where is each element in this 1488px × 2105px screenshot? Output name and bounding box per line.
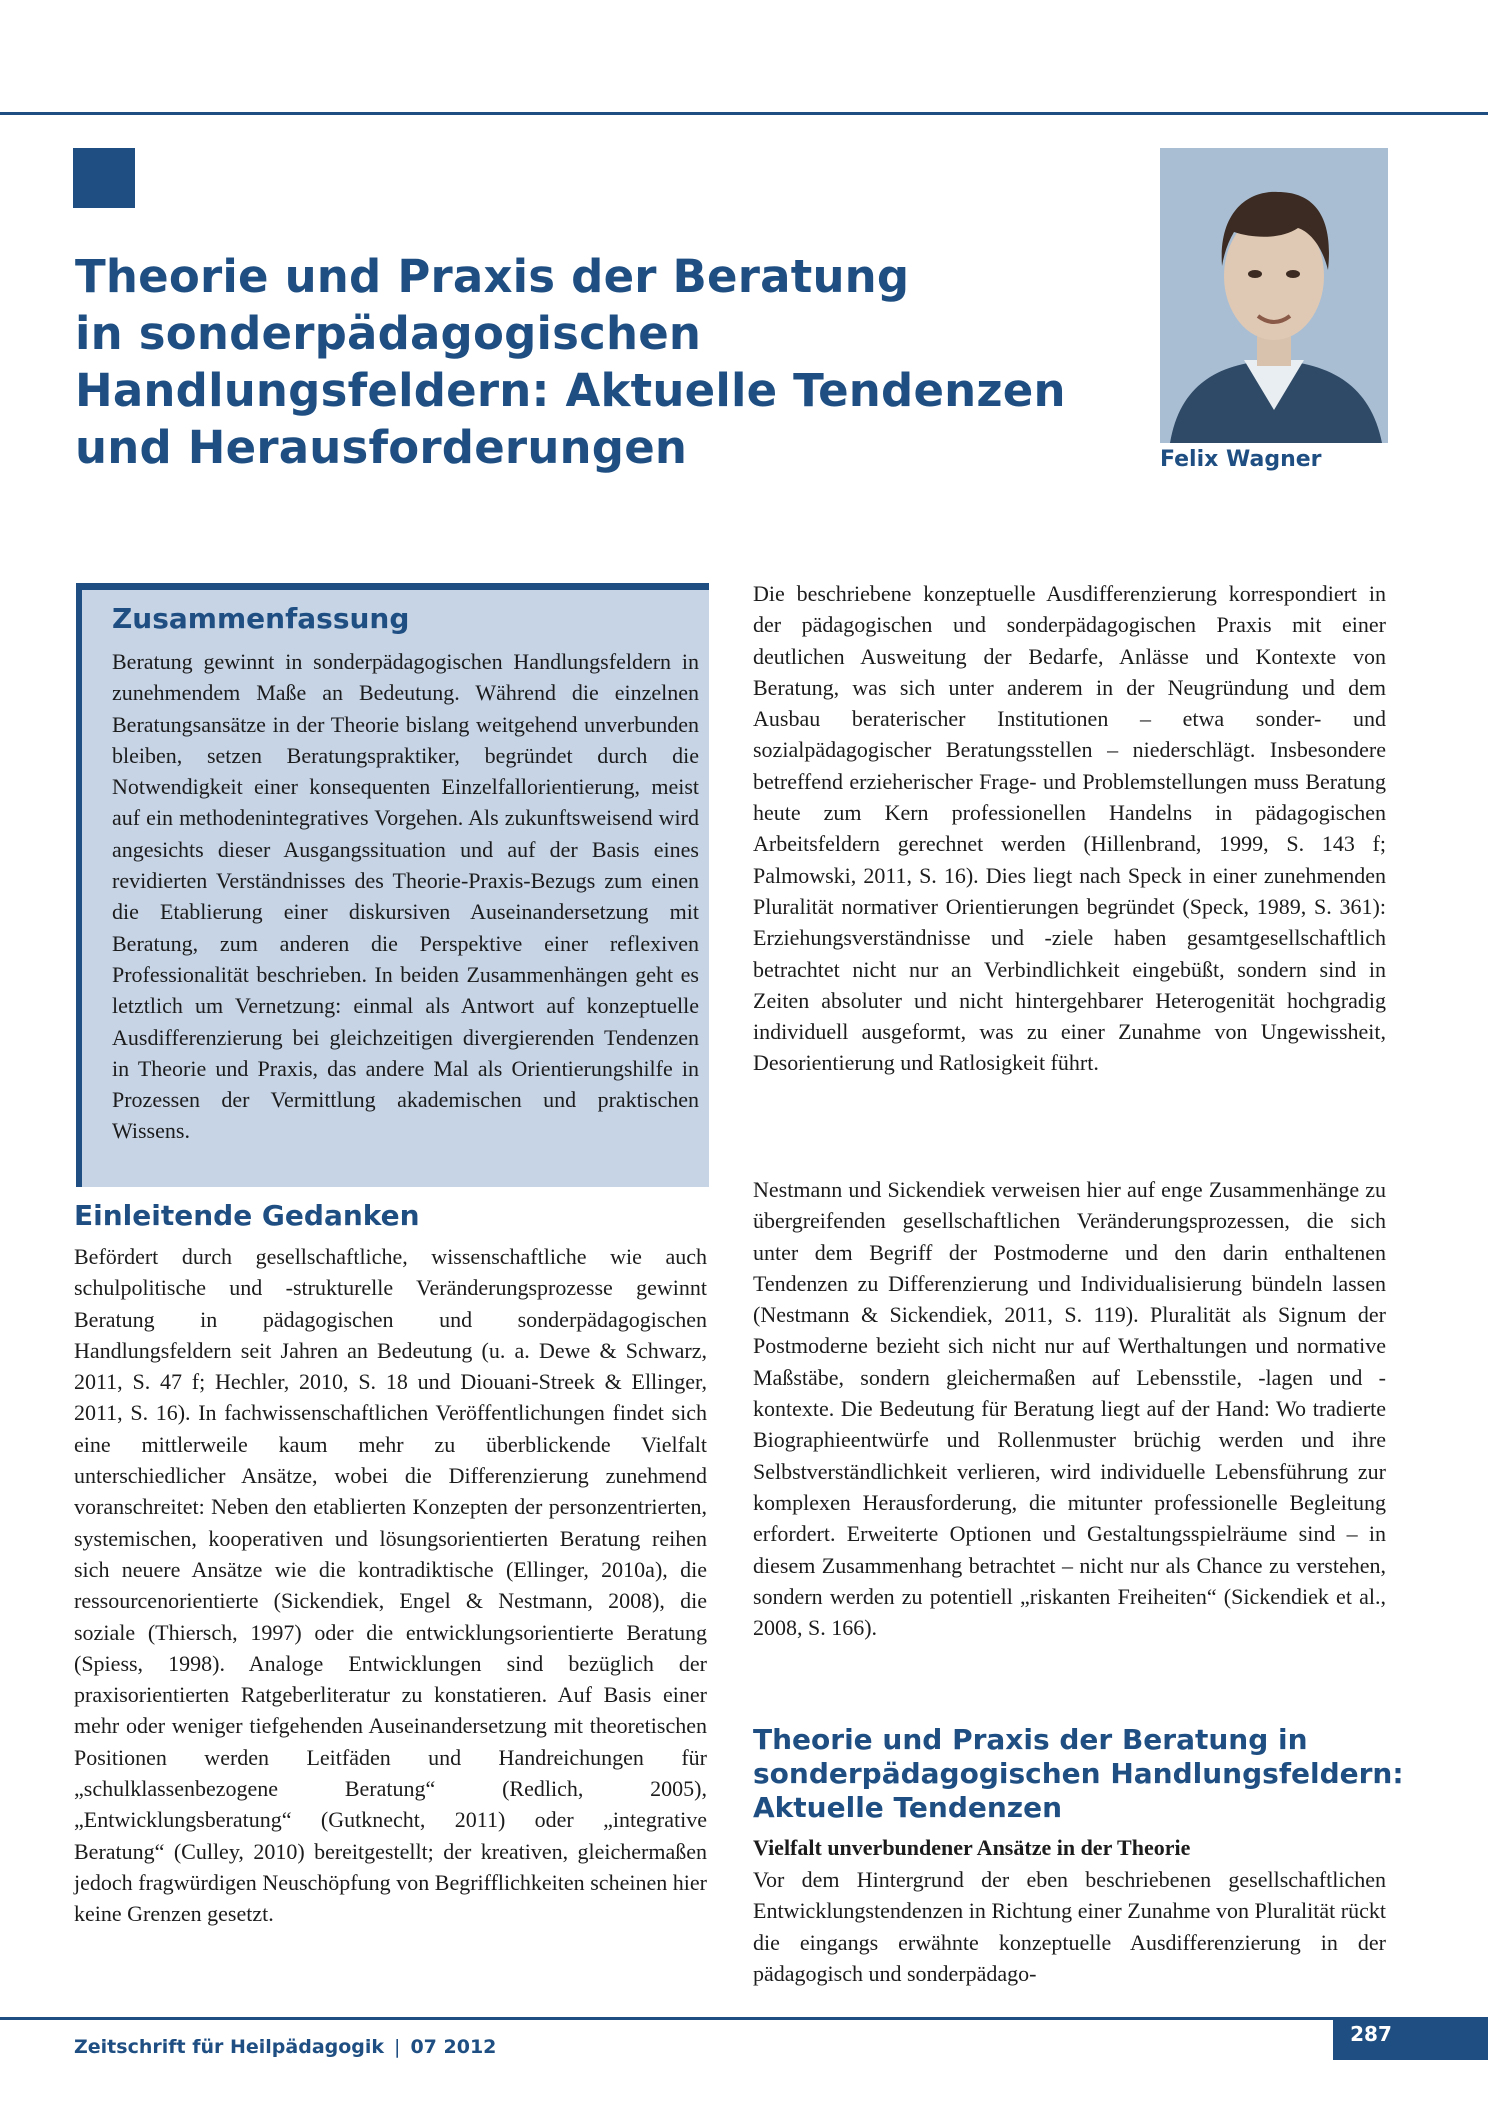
right-paragraph-2: Nestmann und Sickendiek verweisen hier auf enge Zusammenhänge zu übergreifenden gesellschaftlichen Veränderungsprozessen, die sich unter dem Begriff der Postmoderne und den darin enthaltenen Tendenzen zu Differenzierung und Individualisierung bündeln lassen (Nestmann & Sickendiek, 2011, S. 119). Pluralität als Signum der Postmoderne bezieht sich nicht nur auf Werthaltungen und normative Maßstäbe, sondern gleichermaßen auf Lebensstile, -lagen und -kontexte. Die Bedeutung für Beratung liegt auf der Hand: Wo tradierte Biographieentwürfe und Rollenmuster brüchig werden und ihre Selbstverständlichkeit verlieren, wird individuelle Lebensführung zur komplexen Herausforderung, die mitunter professionelle Begleitung erfordert. Erweiterte Optionen und Gestaltungsspielräume sind – in diesem Zusammenhang betrachtet – nicht nur als Chance zu verstehen, sondern werden zu potentiell „riskanten Freiheiten“ (Sickendiek et al., 2008, S. 166). <box>753 1177 1386 1641</box>
top-rule <box>0 112 1488 115</box>
journal-issue: 07 2012 <box>410 2036 497 2058</box>
title-line: Handlungsfeldern: Aktuelle Tendenzen <box>75 364 1066 417</box>
footer-separator: | <box>394 2036 401 2058</box>
page-number-box <box>1333 2020 1488 2060</box>
section-heading-line: Theorie und Praxis der Beratung in <box>753 1723 1308 1756</box>
intro-paragraph: Befördert durch gesellschaftliche, wissenschaftliche wie auch schulpolitische und -strukturelle Veränderungsprozesse gewinnt Beratung in pädagogischen und sonderpädagogischen Handlungsfeldern seit Jahren an Bedeutung (u. a. Dewe & Schwarz, 2011, S. 47 f; Hechler, 2010, S. 18 und Diouani-Streek & Ellinger, 2011, S. 16). In fachwissenschaftlichen Veröffentlichungen findet sich eine mittlerweile kaum mehr zu überblickende Vielfalt unterschiedlicher Ansätze, wobei die Differenzierung zunehmend voranschreitet: Neben den etablierten Konzepten der personzentrierten, systemischen, kooperativen und lösungsorientierten Beratung reihen sich neuere Ansätze wie die kontradiktische (Ellinger, 2010a), die ressourcenorientierte (Sickendiek, Engel & Nestmann, 2008), die soziale (Thiersch, 1997) oder die entwicklungsorientierte Beratung (Spiess, 1998). Analoge Entwicklungen sind bezüglich der praxisorientierten Ratgeberliteratur zu konstatieren. Auf Basis einer mehr oder weniger tiefgehenden Auseinandersetzung mit theoretischen Positionen werden Leitfäden und Handreichungen für „schulklassenbezogene Beratung“ (Redlich, 2005), „Entwicklungsberatung“ (Gutknecht, 2011) oder „integrative Beratung“ (Culley, 2010) bereitgestellt; der kreativen, gleichermaßen jedoch fragwürdigen Neuschöpfung von Begrifflichkeiten scheinen hier keine Grenzen gesetzt. <box>74 1244 707 1927</box>
author-name: Felix Wagner <box>1160 447 1322 472</box>
page-number: 287 <box>1350 2022 1392 2046</box>
section-heading-line: sonderpädagogischen Handlungsfeldern: <box>753 1757 1404 1790</box>
footer-journal <box>74 2036 496 2058</box>
author-photo <box>1160 148 1388 443</box>
bottom-rule <box>0 2017 1488 2020</box>
title-line: Theorie und Praxis der Beratung <box>75 250 910 303</box>
right-paragraph-3: Vor dem Hintergrund der eben beschriebenen gesellschaftlichen Entwicklungstendenzen in Richtung einer Zunahme von Pluralität rückt die eingangs erwähnte konzeptuelle Ausdifferenzierung in der pädagogisch und sonderpädago- <box>753 1867 1386 1986</box>
title-line: in sonderpädagogischen <box>75 307 702 360</box>
intro-heading: Einleitende Gedanken <box>74 1199 420 1232</box>
title-line: und Herausforderungen <box>75 421 688 474</box>
section-marker-square <box>73 148 135 208</box>
author-portrait-illustration <box>1160 148 1388 443</box>
abstract-text: Beratung gewinnt in sonderpädagogischen Handlungsfeldern in zunehmendem Maße an Bedeutung. Während die einzelnen Beratungsansätze in der Theorie bislang weitgehend unverbunden bleiben, setzen Beratungspraktiker, begründet durch die Notwendigkeit einer konsequenten Einzelfallorientierung, meist auf ein methodenintegratives Vorgehen. Als zukunftsweisend wird angesichts dieser Ausgangssituation und auf der Basis eines revidierten Verständnisses des Theorie-Praxis-Bezugs zum einen die Etablierung einer diskursiven Auseinandersetzung mit Beratung, zum anderen die Perspektive einer reflexiven Professionalität beschrieben. In beiden Zusammenhängen geht es letztlich um Vernetzung: einmal als Antwort auf konzeptuelle Ausdifferenzierung bei gleichzeitigen divergierenden Tendenzen in Theorie und Praxis, das andere Mal als Orientierungshilfe in Prozessen der Vermittlung akademischen und praktischen Wissens. <box>112 649 699 1144</box>
article-title <box>75 248 1095 476</box>
subsection-heading: Vielfalt unverbundener Ansätze in der Theorie <box>753 1835 1191 1860</box>
abstract-side-bar <box>76 590 82 1187</box>
section-heading-line: Aktuelle Tendenzen <box>753 1791 1063 1824</box>
journal-name: Zeitschrift für Heilpädagogik <box>74 2036 385 2058</box>
right-paragraph-1: Die beschriebene konzeptuelle Ausdifferenzierung korrespondiert in der pädagogischen und sonderpädagogischen Praxis mit einer deutlichen Ausweitung der Bedarfe, Anlässe und Kontexte von Beratung, was sich unter anderem in der Neugründung und dem Ausbau beraterischer Institutionen – etwa sonder- und sozialpädagogischer Beratungsstellen – niederschlägt. Insbesondere betreffend erzieherischer Frage- und Problemstellungen muss Beratung heute zum Kern professionellen Handelns in pädagogischen Arbeitsfeldern gerechnet werden (Hillenbrand, 1999, S. 143 f; Palmowski, 2011, S. 16). Dies liegt nach Speck in einer zunehmenden Pluralität normativer Orientierungen begründet (Speck, 1989, S. 361): Erziehungsverständnisse und -ziele haben gesamtgesellschaftlich betrachtet nicht nur an Verbindlichkeit eingebüßt, sondern sind in Zeiten absoluter und nicht hintergehbarer Heterogenität hochgradig individuell ausgeformt, was zu einer Zunahme von Ungewissheit, Desorientierung und Ratlosigkeit führt. <box>753 581 1386 1076</box>
abstract-heading: Zusammenfassung <box>112 602 410 635</box>
section-heading <box>753 1723 1404 1825</box>
